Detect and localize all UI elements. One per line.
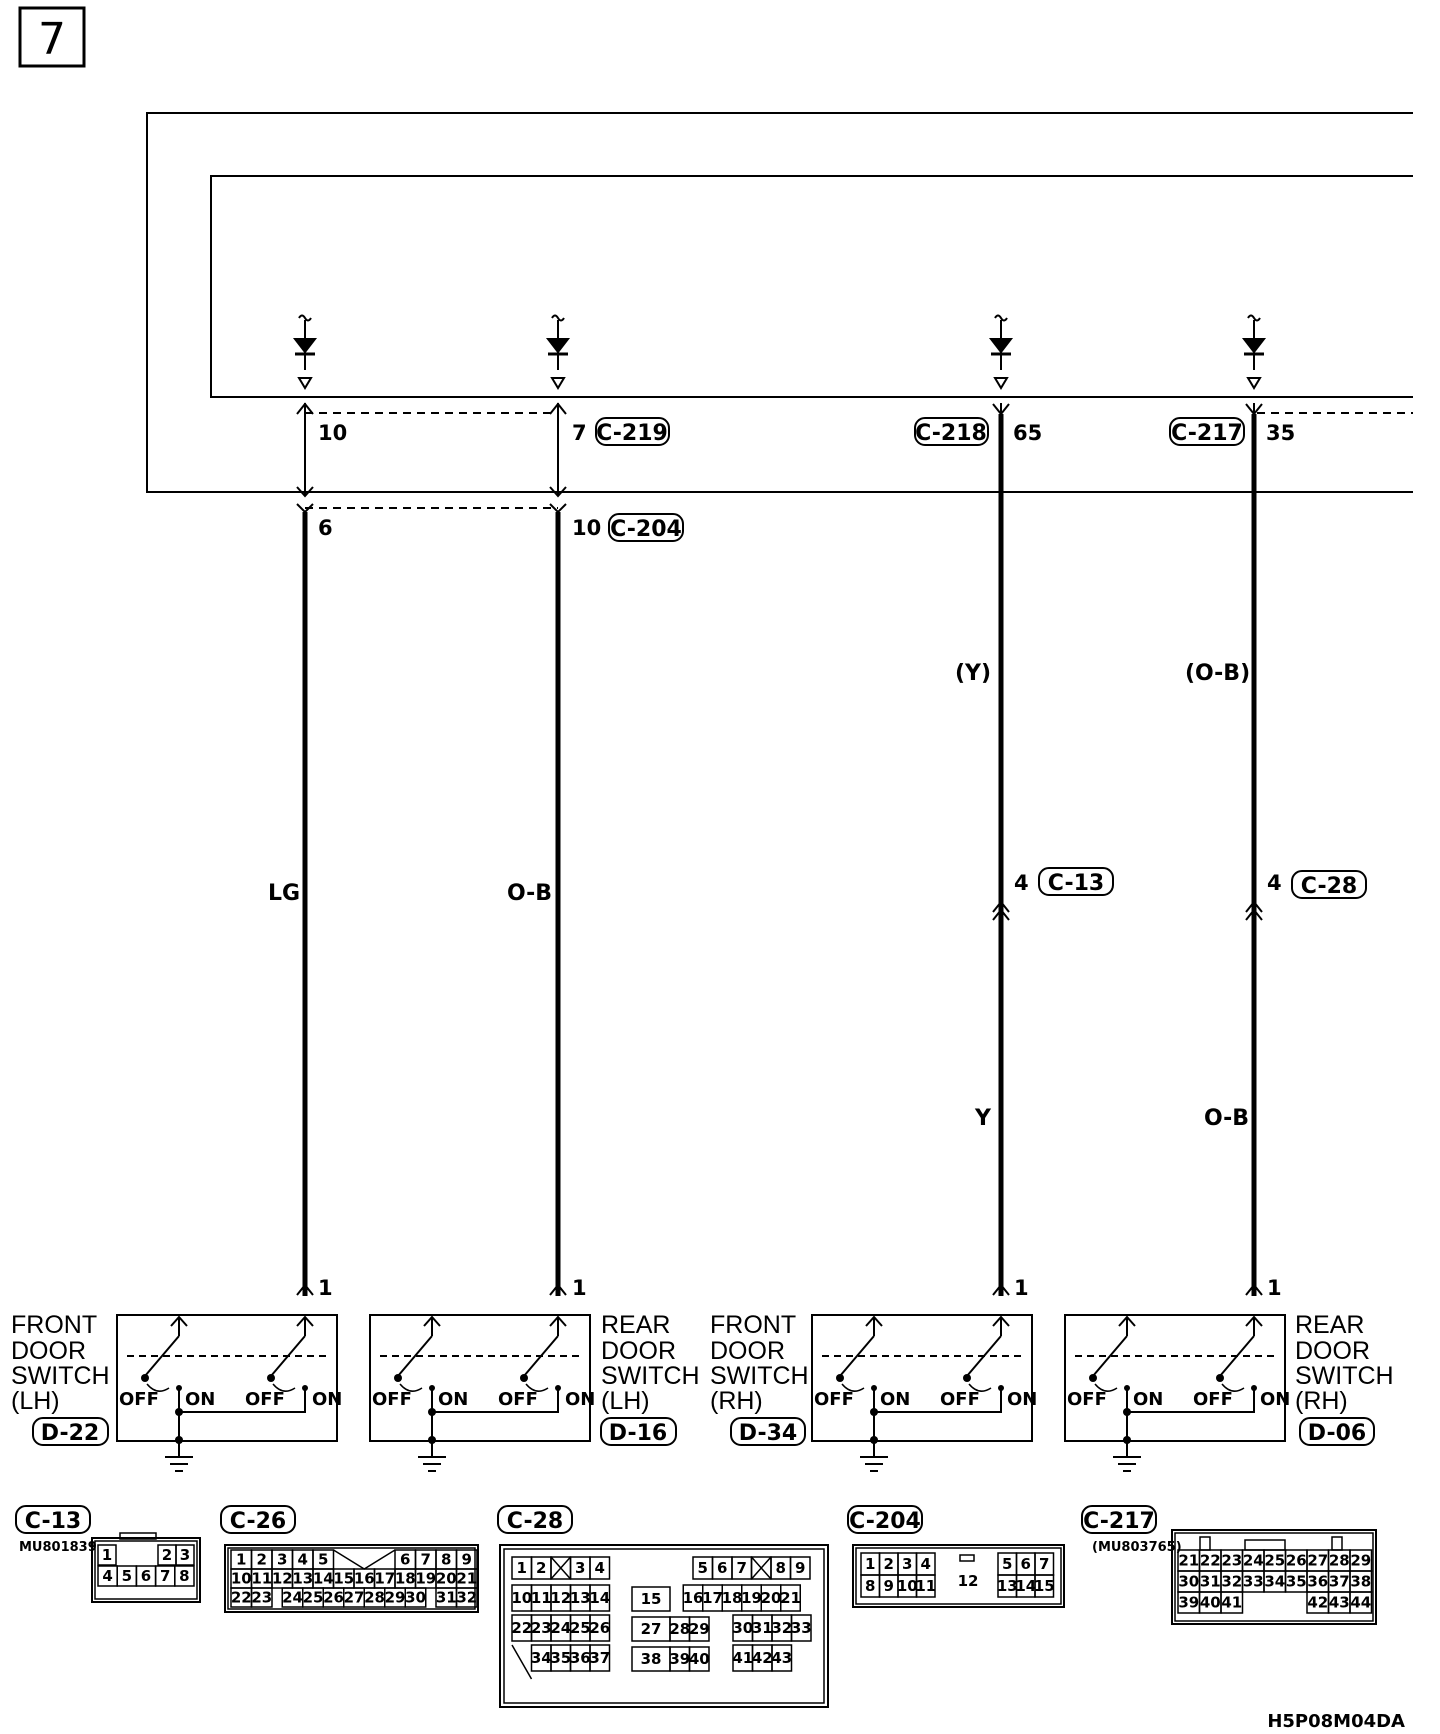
cell-label: 31 — [435, 1588, 457, 1607]
cell-label: 40 — [1199, 1593, 1221, 1612]
cell-label: 7 — [736, 1559, 747, 1577]
cell-label: 43 — [771, 1649, 793, 1667]
cell-label: 32 — [456, 1588, 478, 1607]
cell-label: 12 — [271, 1569, 293, 1588]
off-label: OFF — [1067, 1389, 1107, 1410]
cell-label: 27 — [343, 1588, 365, 1607]
svg-text:(RH): (RH) — [1295, 1387, 1348, 1415]
harness-wires — [305, 414, 1254, 1296]
cell-label: 15 — [640, 1590, 662, 1608]
cell-label: 2 — [536, 1559, 547, 1577]
switch-label-d34 — [710, 1311, 809, 1446]
cell-label: 4 — [102, 1567, 113, 1585]
cell-label: 8 — [865, 1577, 876, 1595]
cell-label: 3 — [179, 1546, 191, 1564]
cell-label: 30 — [405, 1588, 426, 1607]
connector-view-c204-cells — [861, 1553, 1055, 1597]
svg-text:DOOR: DOOR — [710, 1337, 785, 1365]
cell-label: 30 — [732, 1619, 754, 1637]
cell-label: 34 — [1264, 1572, 1286, 1591]
cell-label: 1 — [516, 1559, 527, 1577]
door-switch-3 — [1065, 1315, 1290, 1471]
svg-text:D-34: D-34 — [738, 1421, 798, 1446]
tag-c219 — [596, 418, 669, 446]
cell-label: 33 — [790, 1619, 812, 1637]
pin-1-d22: 1 — [318, 1276, 333, 1300]
cell-label: 29 — [384, 1588, 406, 1607]
cell-label: 5 — [1002, 1555, 1013, 1573]
cell-label: 25 — [302, 1588, 324, 1607]
cell-label: 20 — [435, 1569, 457, 1588]
cell-label: 5 — [318, 1550, 329, 1569]
cell-label: 29 — [688, 1620, 710, 1638]
cell-label: 16 — [353, 1569, 375, 1588]
svg-text:C-13: C-13 — [1047, 871, 1105, 896]
diagram-id: H5P08M04DA — [1267, 1711, 1405, 1732]
cell-label: 12 — [957, 1572, 979, 1590]
wire-color-ob-lower: O-B — [1204, 1106, 1250, 1131]
on-label: ON — [185, 1389, 216, 1410]
door-switch-2 — [812, 1315, 1037, 1471]
svg-text:(LH): (LH) — [601, 1387, 650, 1415]
cell-label: 13 — [996, 1577, 1018, 1595]
cell-label: 27 — [1307, 1551, 1329, 1570]
cell-label: 6 — [1020, 1555, 1031, 1573]
tag-c204-top — [609, 514, 683, 542]
svg-text:C-28: C-28 — [1300, 874, 1358, 899]
wire-color-y-lower: Y — [975, 1106, 991, 1131]
cell-label: 17 — [702, 1589, 723, 1607]
off-label: OFF — [245, 1389, 285, 1410]
latch — [1332, 1537, 1342, 1550]
on-label: ON — [438, 1389, 469, 1410]
cell-label: 18 — [721, 1589, 743, 1607]
cell-label: 32 — [1221, 1572, 1243, 1591]
cell-label: 22 — [1199, 1551, 1221, 1570]
cell-label: 2 — [256, 1550, 267, 1569]
cell-label: 28 — [1328, 1551, 1350, 1570]
cell-label: 30 — [1178, 1572, 1200, 1591]
cell-label: 42 — [751, 1649, 773, 1667]
pin-4-c28: 4 — [1267, 871, 1282, 895]
pin-65-c218: 65 — [1013, 421, 1043, 445]
off-label: OFF — [1193, 1389, 1233, 1410]
cell-label: 6 — [400, 1550, 411, 1569]
cell-label: 41 — [1221, 1593, 1243, 1612]
svg-text:D-16: D-16 — [608, 1421, 668, 1446]
off-label: OFF — [940, 1389, 980, 1410]
cell-label: 11 — [915, 1577, 937, 1595]
diode-icon — [548, 316, 568, 389]
cell-label: 26 — [323, 1588, 344, 1607]
tag-c218 — [915, 418, 988, 446]
switch-label-d06 — [1295, 1311, 1394, 1446]
cell-label: 32 — [771, 1619, 793, 1637]
diode-icon — [991, 316, 1011, 389]
cell-label: 17 — [374, 1569, 396, 1588]
cell-label: 8 — [179, 1567, 190, 1585]
cell-label: 5 — [121, 1567, 133, 1585]
door-switch-1 — [370, 1315, 595, 1471]
cell-label: 21 — [456, 1569, 478, 1588]
cell-label: 37 — [1328, 1572, 1350, 1591]
cell-label: 26 — [1285, 1551, 1307, 1570]
connector-view-c26-cells — [231, 1550, 477, 1607]
cell-label: 1 — [865, 1555, 876, 1573]
cell-label: 2 — [161, 1546, 173, 1564]
cell-label: 29 — [1350, 1551, 1372, 1570]
cell-label: 42 — [1307, 1593, 1329, 1612]
svg-text:SWITCH: SWITCH — [601, 1362, 700, 1390]
cell-label: 35 — [550, 1649, 572, 1667]
cell-label: 19 — [741, 1589, 762, 1607]
svg-text:REAR: REAR — [1295, 1311, 1365, 1339]
cell-label: 26 — [589, 1619, 611, 1637]
cell-label: 9 — [883, 1577, 894, 1595]
connector-dashes — [305, 413, 1413, 508]
svg-text:(RH): (RH) — [710, 1387, 763, 1415]
svg-text:SWITCH: SWITCH — [710, 1362, 809, 1390]
pin-1-d34: 1 — [1014, 1276, 1029, 1300]
cell-label: 3 — [277, 1550, 288, 1569]
cell-label: 10 — [896, 1577, 918, 1595]
latch — [960, 1555, 974, 1561]
svg-text:DOOR: DOOR — [11, 1337, 86, 1365]
cell-label: 15 — [1033, 1577, 1055, 1595]
cell-label: 22 — [511, 1619, 533, 1637]
internal-diodes — [295, 316, 1264, 389]
cell-label: 37 — [589, 1649, 611, 1667]
svg-text:C-13: C-13 — [24, 1509, 82, 1534]
cell-label: 20 — [760, 1589, 782, 1607]
cell-label: 9 — [795, 1559, 806, 1577]
pin-7-c219: 7 — [572, 421, 587, 445]
cell-label: 14 — [312, 1569, 334, 1588]
switch-contact — [145, 1336, 179, 1376]
tag-c28 — [1292, 871, 1366, 899]
cell-label: 24 — [550, 1619, 572, 1637]
cell-label: 14 — [1015, 1577, 1037, 1595]
cell-label: 2 — [883, 1555, 894, 1573]
svg-text:FRONT: FRONT — [11, 1311, 98, 1339]
cell-label: 31 — [1199, 1572, 1221, 1591]
pin-1-d06: 1 — [1267, 1276, 1282, 1300]
door-switches — [117, 1315, 1290, 1471]
cell-label: 13 — [569, 1589, 591, 1607]
switch-contact — [1093, 1336, 1127, 1376]
cell-label: 7 — [420, 1550, 431, 1569]
cell-label: 3 — [575, 1559, 586, 1577]
svg-text:C-26: C-26 — [229, 1509, 287, 1534]
svg-text:C-217: C-217 — [1083, 1509, 1155, 1534]
off-label: OFF — [372, 1389, 412, 1410]
wire-color-ob-upper: (O-B) — [1185, 661, 1251, 686]
cell-label: 23 — [1221, 1551, 1243, 1570]
cell-label: 3 — [902, 1555, 913, 1573]
page-number-box — [20, 8, 84, 66]
cell-label: 12 — [550, 1589, 572, 1607]
svg-text:C-28: C-28 — [506, 1509, 564, 1534]
cell-label: 16 — [682, 1589, 704, 1607]
cell-label: 33 — [1242, 1572, 1264, 1591]
svg-text:SWITCH: SWITCH — [11, 1362, 110, 1390]
wire-color-y-upper: (Y) — [955, 661, 992, 686]
cell-label: 28 — [364, 1588, 385, 1607]
svg-text:C-217: C-217 — [1171, 421, 1243, 446]
svg-text:FRONT: FRONT — [710, 1311, 797, 1339]
latch — [1245, 1540, 1285, 1550]
pin-10-c219: 10 — [318, 421, 348, 445]
on-label: ON — [880, 1389, 911, 1410]
cell-label: 34 — [530, 1649, 552, 1667]
diode-icon — [295, 316, 315, 389]
svg-text:REAR: REAR — [601, 1311, 671, 1339]
cell-label: 11 — [251, 1569, 273, 1588]
door-switch-0 — [117, 1315, 342, 1471]
svg-text:C-204: C-204 — [849, 1509, 921, 1534]
cell-label: 41 — [732, 1649, 754, 1667]
pin-4-c13: 4 — [1014, 871, 1029, 895]
cell-label: 21 — [1178, 1551, 1200, 1570]
connector-view-c28-cells — [511, 1557, 811, 1679]
cell-label: 44 — [1350, 1593, 1372, 1612]
diode-icon — [1244, 316, 1264, 389]
cell-label: 27 — [640, 1620, 662, 1638]
cell-label: 23 — [251, 1588, 273, 1607]
switch-box — [1065, 1315, 1285, 1441]
cell-label: 28 — [669, 1620, 691, 1638]
svg-text:MU801839: MU801839 — [19, 1540, 97, 1555]
cell-label: 7 — [159, 1567, 171, 1585]
cell-label: 36 — [1307, 1572, 1329, 1591]
on-label: ON — [1133, 1389, 1164, 1410]
connector-arrows — [297, 404, 1262, 1295]
page-number: 7 — [38, 14, 66, 65]
cell-label: 8 — [441, 1550, 452, 1569]
switch-box — [812, 1315, 1032, 1441]
cell-label: 25 — [1264, 1551, 1286, 1570]
off-label: OFF — [498, 1389, 538, 1410]
svg-text:C-218: C-218 — [915, 421, 987, 446]
cell-label: 39 — [1178, 1593, 1200, 1612]
cell-label: 36 — [569, 1649, 591, 1667]
switch-contact — [398, 1336, 432, 1376]
svg-text:D-06: D-06 — [1307, 1421, 1367, 1446]
on-label: ON — [1260, 1389, 1291, 1410]
cell-label: 14 — [589, 1589, 611, 1607]
cell-label: 4 — [920, 1555, 931, 1573]
cell-label: 4 — [297, 1550, 308, 1569]
cell-label: 9 — [461, 1550, 472, 1569]
latch — [1200, 1537, 1210, 1550]
cell-label: 6 — [717, 1559, 728, 1577]
switch-label-d16 — [601, 1311, 700, 1446]
pin-35-c217: 35 — [1266, 421, 1296, 445]
cell-label: 21 — [780, 1589, 801, 1607]
cell-label: 7 — [1039, 1555, 1050, 1573]
cell-label: 38 — [1350, 1572, 1372, 1591]
tag-c217 — [1170, 418, 1244, 446]
cell-label: 1 — [236, 1550, 247, 1569]
svg-text:C-204: C-204 — [610, 517, 682, 542]
pin-1-d16: 1 — [572, 1276, 587, 1300]
cell-label: 24 — [282, 1588, 303, 1607]
cell-label: 6 — [140, 1567, 152, 1585]
cell-label: 10 — [511, 1589, 533, 1607]
svg-text:SWITCH: SWITCH — [1295, 1362, 1394, 1390]
cell-label: 38 — [640, 1650, 662, 1668]
svg-text:(MU803765): (MU803765) — [1092, 1540, 1182, 1555]
cell-label: 40 — [688, 1650, 710, 1668]
tag-c13 — [1039, 868, 1113, 896]
cell-label: 25 — [569, 1619, 591, 1637]
off-label: OFF — [119, 1389, 159, 1410]
cell-label: 31 — [751, 1619, 773, 1637]
pin-6-c204: 6 — [318, 516, 333, 540]
wire-color-lg: LG — [268, 881, 301, 906]
cell-label: 5 — [697, 1559, 708, 1577]
svg-text:DOOR: DOOR — [1295, 1337, 1370, 1365]
cell-label: 43 — [1328, 1593, 1350, 1612]
cell-label: 13 — [292, 1569, 314, 1588]
wire-color-ob-lh: O-B — [507, 881, 553, 906]
cell-label: 1 — [101, 1546, 113, 1564]
internal-wires — [305, 403, 1254, 495]
cell-label: 15 — [333, 1569, 355, 1588]
switch-label-d22 — [11, 1311, 110, 1446]
cell-label: 35 — [1285, 1572, 1307, 1591]
cell-label: 11 — [530, 1589, 552, 1607]
cell-label: 23 — [530, 1619, 552, 1637]
cell-label: 8 — [775, 1559, 786, 1577]
svg-text:D-22: D-22 — [40, 1421, 100, 1446]
cell-label: 19 — [415, 1569, 437, 1588]
svg-text:(LH): (LH) — [11, 1387, 60, 1415]
cell-label: 24 — [1242, 1551, 1264, 1570]
cell-label: 39 — [669, 1650, 691, 1668]
off-label: OFF — [814, 1389, 854, 1410]
svg-text:DOOR: DOOR — [601, 1337, 676, 1365]
svg-text:C-219: C-219 — [596, 421, 668, 446]
pin-10-c204: 10 — [572, 516, 602, 540]
connector-view-c217-cells — [1178, 1537, 1372, 1613]
cell-label: 10 — [230, 1569, 252, 1588]
cell-label: 22 — [230, 1588, 252, 1607]
cell-label: 4 — [594, 1559, 605, 1577]
on-label: ON — [565, 1389, 596, 1410]
switch-contact — [840, 1336, 874, 1376]
cell-label: 18 — [394, 1569, 416, 1588]
on-label: ON — [1007, 1389, 1038, 1410]
on-label: ON — [312, 1389, 343, 1410]
